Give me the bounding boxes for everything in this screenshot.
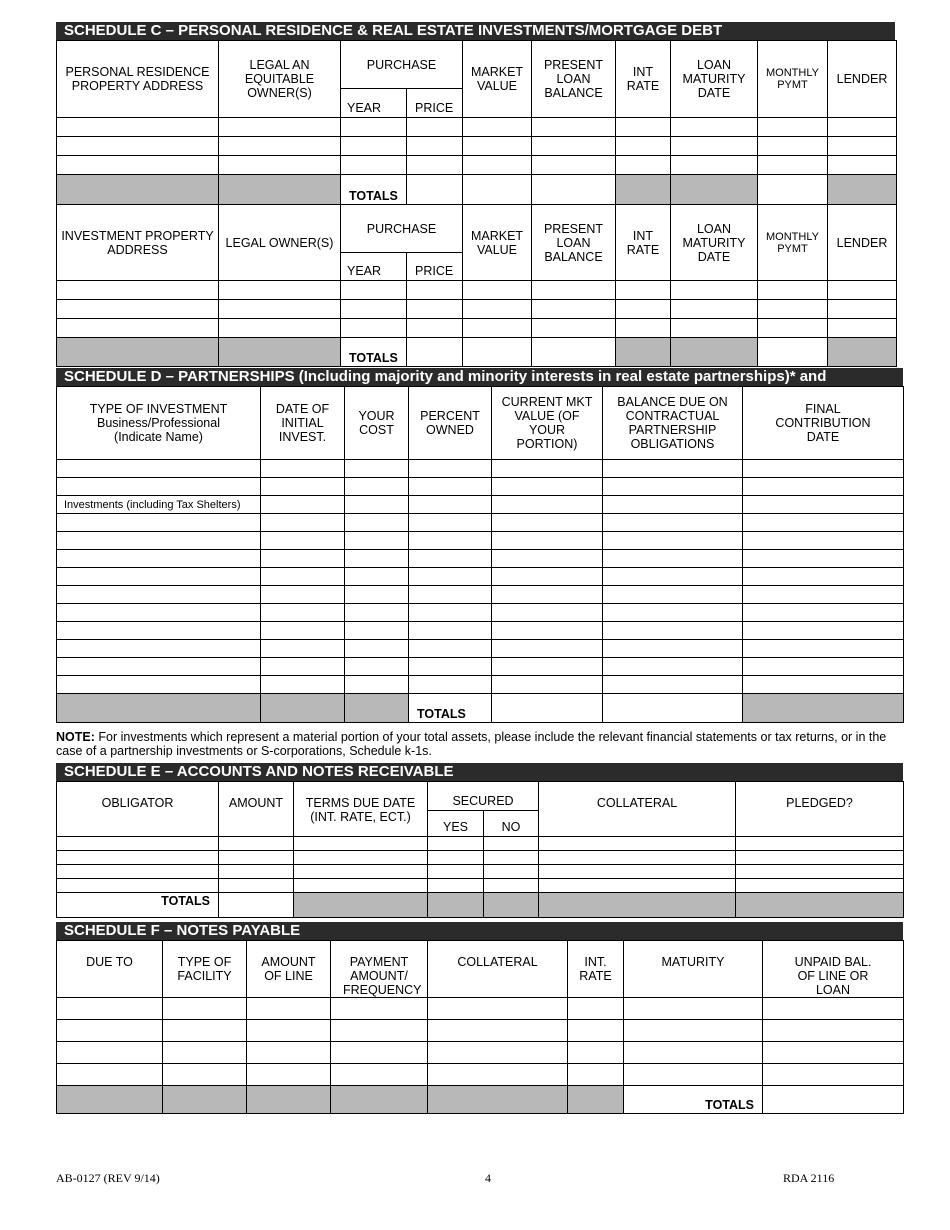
rda-number: RDA 2116 bbox=[783, 1171, 835, 1185]
residence-monthly-pymt-header: MONTHLY PYMT bbox=[758, 41, 828, 118]
table-row[interactable] bbox=[57, 586, 904, 604]
table-row[interactable] bbox=[57, 1020, 904, 1042]
investment-monthly-pymt-header: MONTHLY PYMT bbox=[758, 205, 828, 281]
obligator-header: OBLIGATOR bbox=[57, 782, 219, 837]
schedule-f-table bbox=[56, 940, 904, 1114]
table-row[interactable] bbox=[57, 1064, 904, 1086]
investment-year-header: YEAR bbox=[341, 253, 407, 281]
residence-year-header: YEAR bbox=[341, 89, 407, 118]
date-initial-invest-header: DATE OF INITIAL INVEST. bbox=[261, 387, 345, 460]
schedule-d bbox=[56, 368, 903, 723]
table-row[interactable] bbox=[57, 300, 897, 319]
table-row[interactable] bbox=[57, 865, 904, 879]
table-row[interactable] bbox=[57, 676, 904, 694]
table-row[interactable] bbox=[57, 460, 904, 478]
schedule-e-title: SCHEDULE E – ACCOUNTS AND NOTES RECEIVABLE bbox=[56, 763, 903, 781]
pledged-header: PLEDGED? bbox=[736, 782, 904, 837]
int-rate-header: INT. RATE bbox=[568, 941, 624, 998]
collateral-header: COLLATERAL bbox=[539, 782, 736, 837]
table-row[interactable] bbox=[57, 478, 904, 496]
secured-header: SECURED bbox=[428, 782, 539, 811]
table-row[interactable] bbox=[57, 851, 904, 865]
table-row[interactable] bbox=[57, 496, 904, 514]
investments-note bbox=[56, 730, 896, 758]
table-row[interactable] bbox=[57, 514, 904, 532]
totals-row bbox=[57, 1086, 904, 1114]
table-row[interactable] bbox=[57, 319, 897, 338]
table-row[interactable] bbox=[57, 879, 904, 893]
unpaid-balance-header: UNPAID BAL. OF LINE OR LOAN bbox=[763, 941, 904, 998]
residence-purchase-header: PURCHASE bbox=[341, 41, 463, 89]
schedule-e bbox=[56, 763, 903, 918]
investment-totals-label: TOTALS bbox=[341, 338, 407, 367]
investments-row-note: Investments (including Tax Shelters) bbox=[57, 496, 261, 514]
residence-loan-balance-header: PRESENT LOAN BALANCE bbox=[532, 41, 616, 118]
residence-owner-header: LEGAL AN EQUITABLE OWNER(S) bbox=[219, 41, 341, 118]
schedule-f-title: SCHEDULE F – NOTES PAYABLE bbox=[56, 922, 903, 940]
totals-row bbox=[57, 338, 897, 367]
table-row[interactable] bbox=[57, 837, 904, 851]
current-mkt-value-header: CURRENT MKT VALUE (OF YOUR PORTION) bbox=[492, 387, 603, 460]
maturity-header: MATURITY bbox=[624, 941, 763, 998]
schedule-e-table bbox=[56, 781, 904, 918]
schedule-d-table bbox=[56, 386, 904, 723]
collateral-header: COLLATERAL bbox=[428, 941, 568, 998]
schedule-f-totals-label: TOTALS bbox=[624, 1086, 763, 1114]
investment-price-header: PRICE bbox=[407, 253, 463, 281]
totals-row bbox=[57, 694, 904, 723]
schedule-c bbox=[56, 22, 895, 367]
table-row[interactable] bbox=[57, 550, 904, 568]
totals-row bbox=[57, 175, 897, 205]
schedule-c-residence-table bbox=[56, 40, 897, 367]
investment-lender-header: LENDER bbox=[828, 205, 897, 281]
schedule-d-totals-label: TOTALS bbox=[409, 694, 492, 723]
page-number: 4 bbox=[485, 1171, 491, 1185]
percent-owned-header: PERCENT OWNED bbox=[409, 387, 492, 460]
residence-lender-header: LENDER bbox=[828, 41, 897, 118]
form-number: AB-0127 (REV 9/14) bbox=[56, 1171, 160, 1185]
secured-no-header: NO bbox=[484, 811, 539, 837]
totals-row bbox=[57, 893, 904, 918]
residence-maturity-header: LOAN MATURITY DATE bbox=[671, 41, 758, 118]
investment-owner-header: LEGAL OWNER(S) bbox=[219, 205, 341, 281]
balance-due-header: BALANCE DUE ON CONTRACTUAL PARTNERSHIP OBLIGATIONS bbox=[603, 387, 743, 460]
schedule-c-title: SCHEDULE C – PERSONAL RESIDENCE & REAL ESTATE INVESTMENTS/MORTGAGE DEBT bbox=[56, 22, 895, 40]
final-contribution-header: FINAL CONTRIBUTION DATE bbox=[743, 387, 904, 460]
table-row[interactable] bbox=[57, 156, 897, 175]
table-row[interactable] bbox=[57, 658, 904, 676]
residence-totals-label: TOTALS bbox=[341, 175, 407, 205]
terms-due-date-header: TERMS DUE DATE (INT. RATE, ECT.) bbox=[294, 782, 428, 837]
table-row[interactable] bbox=[57, 532, 904, 550]
amount-of-line-header: AMOUNT OF LINE bbox=[247, 941, 331, 998]
residence-address-header: PERSONAL RESIDENCE PROPERTY ADDRESS bbox=[57, 41, 219, 118]
investment-int-rate-header: INT RATE bbox=[616, 205, 671, 281]
investment-purchase-header: PURCHASE bbox=[341, 205, 463, 253]
type-header-line2: Business/Professional bbox=[97, 416, 220, 430]
investment-market-value-header: MARKET VALUE bbox=[463, 205, 532, 281]
note-label: NOTE: bbox=[56, 730, 95, 744]
your-cost-header: YOUR COST bbox=[345, 387, 409, 460]
table-row[interactable] bbox=[57, 998, 904, 1020]
residence-market-value-header: MARKET VALUE bbox=[463, 41, 532, 118]
table-row[interactable] bbox=[57, 640, 904, 658]
schedule-f bbox=[56, 922, 903, 1114]
residence-int-rate-header: INT RATE bbox=[616, 41, 671, 118]
investment-address-header: INVESTMENT PROPERTY ADDRESS bbox=[57, 205, 219, 281]
secured-yes-header: YES bbox=[428, 811, 484, 837]
type-of-investment-header bbox=[57, 387, 261, 460]
schedule-d-title: SCHEDULE D – PARTNERSHIPS (Including majority and minority interests in real estate partnerships)* and bbox=[56, 368, 903, 386]
table-row[interactable] bbox=[57, 1042, 904, 1064]
table-row[interactable] bbox=[57, 137, 897, 156]
amount-header: AMOUNT bbox=[219, 782, 294, 837]
due-to-header: DUE TO bbox=[57, 941, 163, 998]
table-row[interactable] bbox=[57, 604, 904, 622]
table-row[interactable] bbox=[57, 118, 897, 137]
note-text: For investments which represent a material portion of your total assets, please include the relevant financial statements or tax returns, or in the case of a partnership investments or S-corporations, Schedule k-1s. bbox=[56, 730, 887, 758]
schedule-e-totals-label: TOTALS bbox=[57, 893, 219, 918]
payment-amount-header: PAYMENT AMOUNT/ FREQUENCY bbox=[331, 941, 428, 998]
residence-price-header: PRICE bbox=[407, 89, 463, 118]
table-row[interactable] bbox=[57, 281, 897, 300]
investment-maturity-header: LOAN MATURITY DATE bbox=[671, 205, 758, 281]
type-header-line1: TYPE OF INVESTMENT bbox=[89, 402, 228, 416]
table-row[interactable] bbox=[57, 568, 904, 586]
type-of-facility-header: TYPE OF FACILITY bbox=[163, 941, 247, 998]
table-row[interactable] bbox=[57, 622, 904, 640]
type-header-line3: (Indicate Name) bbox=[114, 430, 203, 444]
investment-loan-balance-header: PRESENT LOAN BALANCE bbox=[532, 205, 616, 281]
